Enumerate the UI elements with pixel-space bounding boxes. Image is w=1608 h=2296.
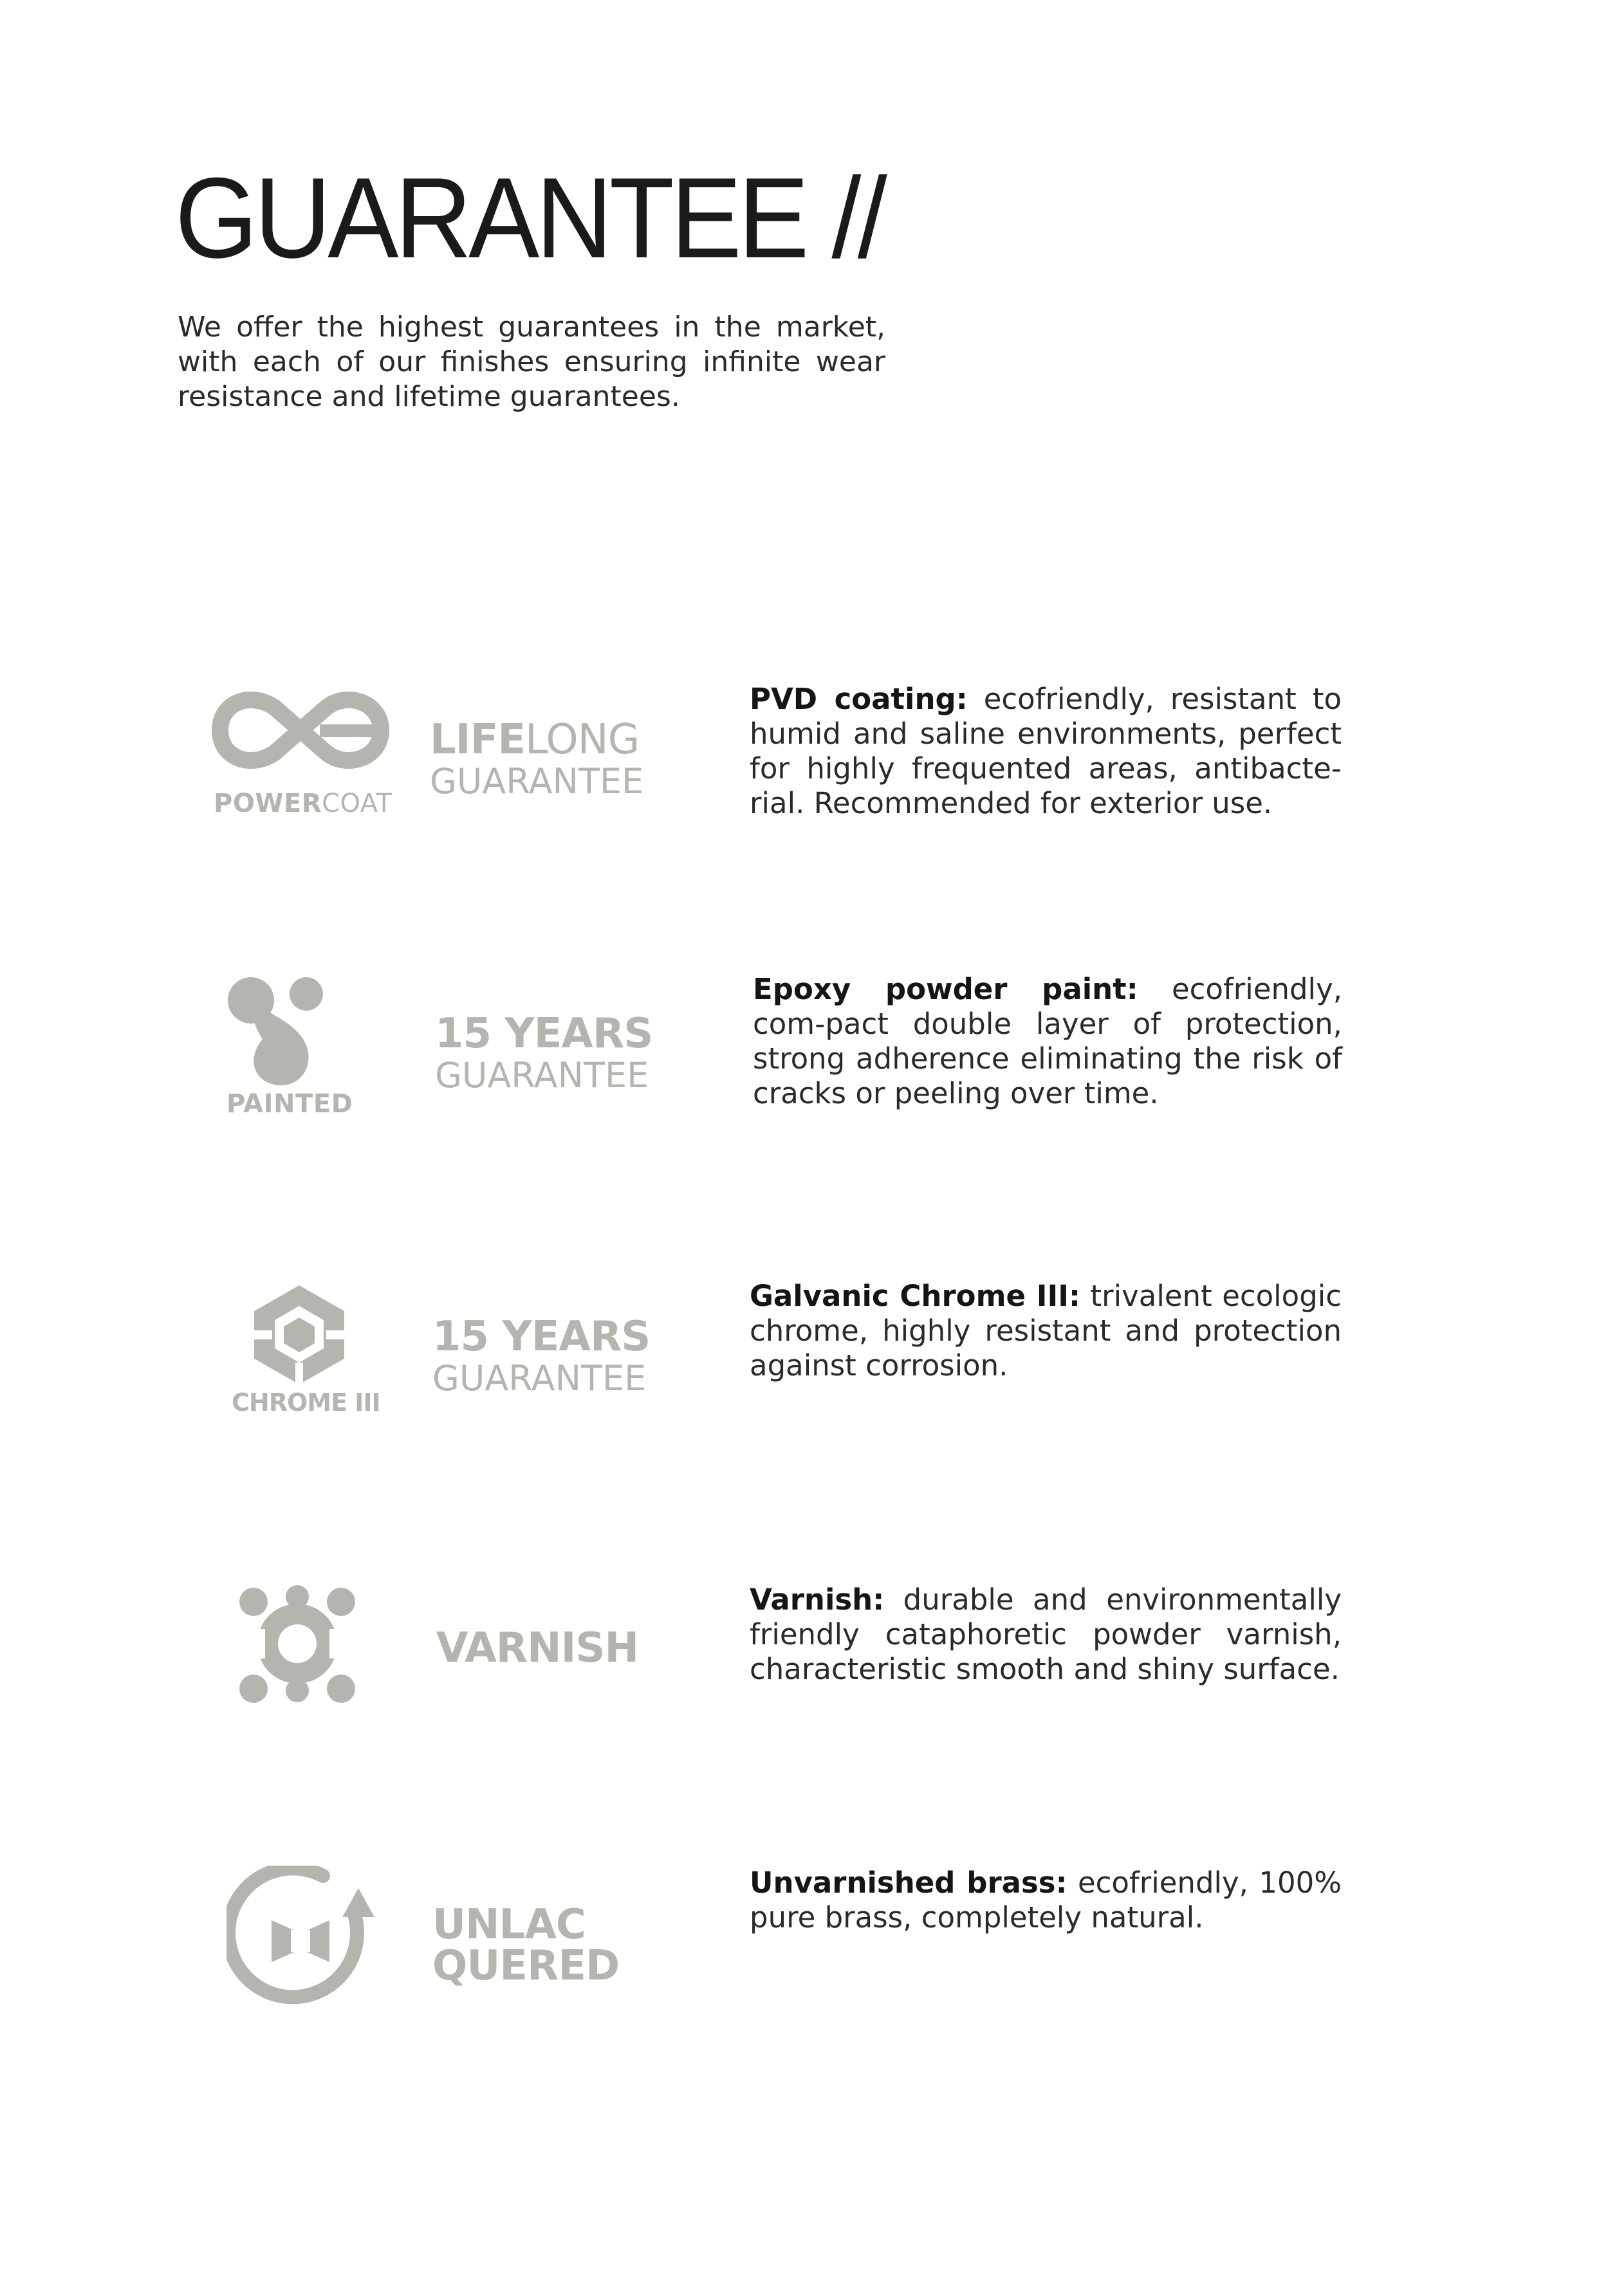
guarantee-varnish: VARNISH — [436, 1624, 639, 1672]
desc-epoxy: Epoxy powder paint: ecofriendly, com-pact double layer of protection, strong adherence eliminating the risk of cracks or peeling over time. — [753, 972, 1342, 1110]
desc-pvd: PVD coating: ecofriendly, resistant to humid and saline environments, perfect for highly frequented areas, antibacte-rial. Recommended for exterior use. — [750, 682, 1342, 820]
guarantee-15-years-chrome: 15 YEARS GUARANTEE — [432, 1313, 651, 1399]
hexagon-cube-icon — [248, 1280, 351, 1390]
intro-paragraph: We offer the highest guarantees in the market, with each of our finishes ensuring infinite wear resistance and lifetime guarantees. — [178, 311, 885, 413]
page-title: GUARANTEE // — [175, 154, 884, 282]
infinity-ce-icon — [207, 682, 394, 778]
powercoat-label: POWERCOAT — [214, 789, 393, 818]
desc-varnish: Varnish: durable and environmentally friendly cataphoretic powder varnish, characteristic smooth and shiny surface. — [750, 1583, 1342, 1686]
desc-chrome: Galvanic Chrome III: trivalent ecologic chrome, highly resistant and protection against corrosion. — [750, 1279, 1342, 1382]
guarantee-unlacquered: UNLAC QUERED — [432, 1901, 620, 1990]
finish-row-varnish — [0, 1583, 1608, 1724]
painted-label: PAINTED — [226, 1089, 353, 1119]
paint-drop-icon — [224, 975, 333, 1090]
finish-row-unlacquered — [0, 1866, 1608, 2033]
desc-unlacquered: Unvarnished brass: ecofriendly, 100% pure brass, completely natural. — [750, 1866, 1342, 1934]
finish-row-pvd — [0, 682, 1608, 849]
finish-row-chrome — [0, 1280, 1608, 1447]
guarantee-15-years-painted: 15 YEARS GUARANTEE — [435, 1010, 653, 1096]
guarantee-lifelong: LIFELONG GUARANTEE — [430, 716, 644, 802]
chrome-iii-label: CHROME III — [232, 1388, 380, 1417]
finish-row-epoxy — [0, 972, 1608, 1142]
molecule-icon — [239, 1583, 355, 1705]
recycle-arrow-icon — [226, 1866, 381, 2007]
